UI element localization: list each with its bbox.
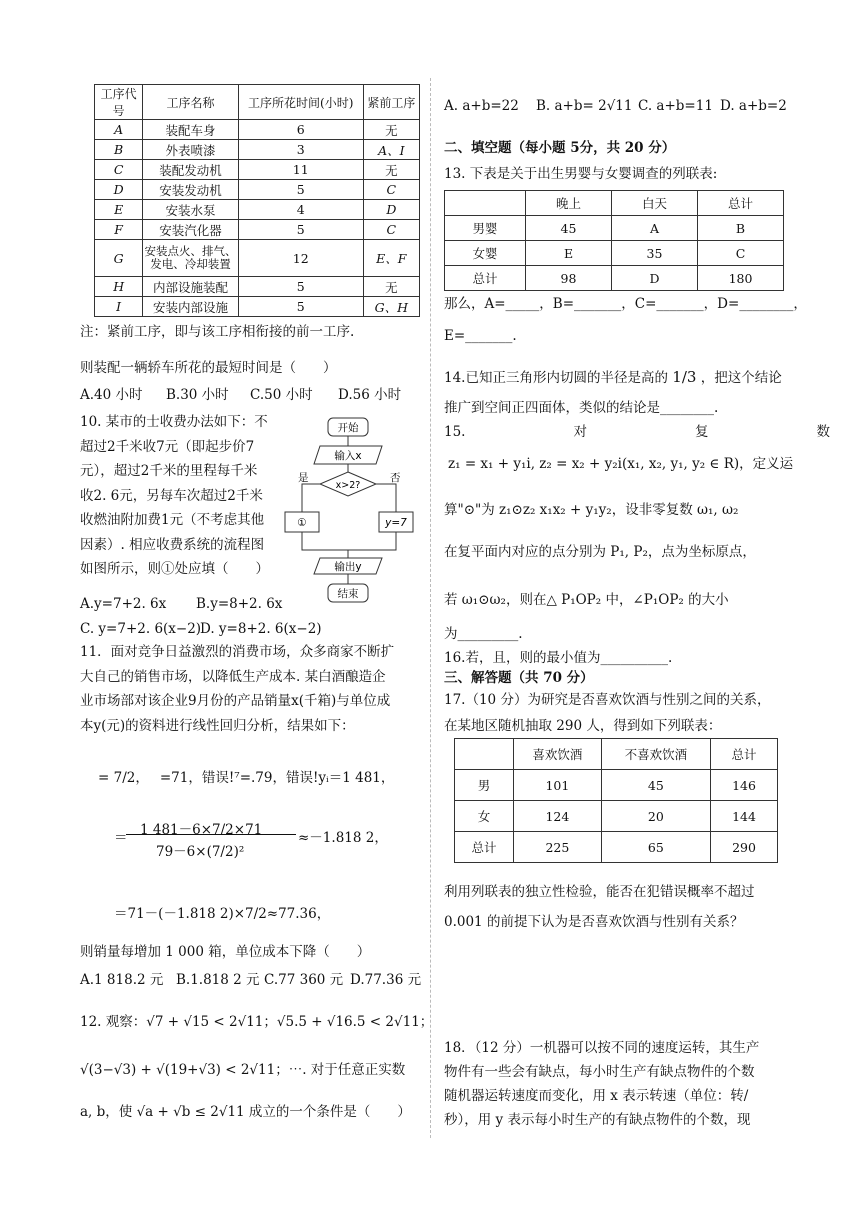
flow-output-label: 输出y [334, 561, 362, 573]
table-cell: 180 [698, 266, 784, 291]
table-row [445, 216, 784, 241]
q15-line4: 在复平面内对应的点分别为 P₁, P₂，点为坐标原点， [444, 544, 756, 560]
table-cell: E、F [363, 240, 419, 277]
q10-option-a: A.y=7+2. 6x [80, 596, 167, 612]
table-cell: 女婴 [445, 241, 526, 266]
flow-yes-label: 是 [298, 472, 309, 484]
q16: 16.若，且，则的最小值为__________. [444, 650, 673, 666]
q11-option-a: A.1 818.2 元 [80, 972, 164, 988]
q12-line2: √(3−√3) + √(19+√3) < 2√11；⋯. 对于任意正实数 [80, 1062, 406, 1078]
table-row [455, 832, 778, 863]
section-2-heading: 二、填空题（每小题 5分，共 20 分） [444, 140, 676, 156]
q11-b-value: ≈－1.818 2， [298, 830, 388, 846]
table-cell: A、I [363, 140, 419, 160]
q18-text [444, 1036, 794, 1132]
text-line: 大自己的销售市场，以降低生产成本. 某白酒酿造企 [80, 668, 386, 685]
process-table [94, 84, 420, 317]
table-cell: 35 [612, 241, 698, 266]
table-cell: 无 [363, 160, 419, 180]
q11-option-c: C.77 360 元 [264, 972, 344, 988]
q12-line1: 12. 观察：√7 + √15 < 2√11；√5.5 + √16.5 < 2√11； [80, 1014, 434, 1030]
q13-table [444, 190, 784, 291]
table-cell: 45 [601, 770, 710, 801]
column-divider [430, 78, 431, 1138]
fraction-bar [126, 834, 296, 835]
table-row [455, 801, 778, 832]
table-cell: 225 [514, 832, 602, 863]
text-line: 因素）. 相应收费系统的流程图 [80, 536, 265, 553]
q11-option-b: B.1.818 2 元 [176, 972, 260, 988]
text-line: 18．（12 分）一机器可以按不同的速度运转，其生产 [444, 1040, 760, 1056]
table-cell: 总计 [445, 266, 526, 291]
table-cell: E [526, 241, 612, 266]
table-cell: 20 [601, 801, 710, 832]
table-cell: E [95, 200, 143, 220]
table-cell: G、H [363, 297, 419, 317]
text-line: 物件有一些会有缺点，每小时生产有缺点物件的个数 [444, 1064, 755, 1080]
q12-option-a: A. a+b=22 [444, 98, 519, 114]
table-cell: 安装点火、排气、发电、冷却装置 [143, 240, 239, 277]
q17-after-line2: 0.001 的前提下认为是否喜欢饮酒与性别有关系？ [444, 914, 744, 930]
table-cell: I [95, 297, 143, 317]
q17-table [454, 738, 778, 863]
table-cell: 6 [238, 120, 363, 140]
header-cell: 工序名称 [143, 85, 239, 120]
table-cell: 12 [238, 240, 363, 277]
table-row [95, 240, 420, 277]
table-cell: F [95, 220, 143, 240]
table-row [95, 200, 420, 220]
table-row [455, 770, 778, 801]
table-cell: 5 [238, 220, 363, 240]
q15-line5: 若 ω₁⊙ω₂，则在△ P₁OP₂ 中，∠P₁OP₂ 的大小 [444, 592, 729, 608]
table-cell: 无 [363, 120, 419, 140]
table-cell: 101 [514, 770, 602, 801]
q11-b-denominator: 79－6×(7/2)² [156, 844, 245, 860]
q13-answer-line1: 那么，A=_____，B=_______，C=_______，D=________， [444, 296, 807, 312]
header-cell: 紧前工序 [363, 85, 419, 120]
table-row [95, 180, 420, 200]
table-cell: 3 [238, 140, 363, 160]
table-cell: 45 [526, 216, 612, 241]
q10-option-b: B.y=8+2. 6x [196, 596, 283, 612]
table-cell: 内部设施装配 [143, 277, 239, 297]
flow-end-label: 结束 [337, 588, 359, 600]
flow-input-label: 输入x [334, 450, 362, 462]
table-row [445, 241, 784, 266]
table-row [95, 120, 420, 140]
header-cell: 总计 [698, 191, 784, 216]
table-cell: 安装发动机 [143, 180, 239, 200]
header-cell: 白天 [612, 191, 698, 216]
table-cell: 98 [526, 266, 612, 291]
table-cell: C [698, 241, 784, 266]
table-cell: 124 [514, 801, 602, 832]
equals-sign: ＝ [114, 830, 128, 846]
q12-option-d: D. a+b=2 [720, 98, 787, 114]
table-row [95, 160, 420, 180]
table-cell: D [363, 200, 419, 220]
text-line: 收燃油附加费1元（不考虑其他 [80, 512, 265, 528]
text-line: 10. 某市的士收费办法如下：不 [80, 414, 268, 430]
q11-b-numerator: 1 481－6×7/2×71 [140, 822, 263, 838]
header-cell [455, 739, 514, 770]
flow-box-1-label: ① [297, 517, 307, 529]
table-cell: 无 [363, 277, 419, 297]
flow-no-label: 否 [390, 472, 401, 484]
q14-line2: 推广到空间正四面体，类似的结论是________. [444, 400, 719, 416]
q15-line1: 15. 对 复 数 [444, 424, 830, 440]
text-line: 收2. 6元，另每车次超过2千米 [80, 487, 263, 504]
q13-stem: 13. 下表是关于出生男婴与女婴调查的列联表: [444, 166, 718, 182]
q10-option-c: C. y=7+2. 6(x−2) [80, 621, 202, 637]
q14-line1 [444, 366, 782, 386]
table-cell: D [612, 266, 698, 291]
table-cell: A [95, 120, 143, 140]
table-cell: D [95, 180, 143, 200]
table-cell: 11 [238, 160, 363, 180]
header-cell: 晚上 [526, 191, 612, 216]
section-3-heading: 三、解答题（共 70 分） [444, 670, 594, 686]
table-cell: 外表喷漆 [143, 140, 239, 160]
q9-option-c: C.50 小时 [250, 387, 313, 403]
text-line: 11．面对竞争日益激烈的消费市场，众多商家不断扩 [80, 644, 395, 660]
text-line: 元），超过2千米的里程每千米 [80, 463, 258, 479]
q9-note: 注：紧前工序，即与该工序相衔接的前一工序. [80, 324, 355, 340]
table-cell: 144 [711, 801, 778, 832]
table-cell: C [363, 180, 419, 200]
text-line: 本y(元)的资料进行线性回归分析，结果如下： [80, 717, 355, 734]
text-line: 秒），用 y 表示每小时生产的有缺点物件的个数，现 [444, 1112, 751, 1128]
header-cell: 总计 [711, 739, 778, 770]
process-table-header [95, 85, 420, 120]
table-cell: 5 [238, 180, 363, 200]
header-cell: 不喜欢饮酒 [601, 739, 710, 770]
table-cell: 65 [601, 832, 710, 863]
text-line: 超过2千米收7元（即起步价7 [80, 438, 255, 455]
q10-text [80, 410, 280, 582]
table-cell: B [698, 216, 784, 241]
table-header-row [455, 739, 778, 770]
table-cell: A [612, 216, 698, 241]
flow-condition-label: x>2? [335, 480, 361, 491]
q14-text-a: 14.已知正三角形内切圆的半径是高的 [444, 370, 668, 386]
q9-option-d: D.56 小时 [338, 387, 402, 403]
table-cell: 5 [238, 297, 363, 317]
table-cell: 总计 [455, 832, 514, 863]
flow-box-2-label: y=7 [385, 517, 407, 529]
q13-answer-line2: E=_______. [444, 328, 517, 344]
header-cell: 工序所花时间(小时) [238, 85, 363, 120]
q11-stats: = 7/2， =71，错误!⁷=.79，错误!yᵢ＝1 481， [98, 770, 395, 786]
header-cell: 喜欢饮酒 [514, 739, 602, 770]
table-cell: 女 [455, 801, 514, 832]
q11-option-d: D.77.36 元 [350, 972, 422, 988]
q12-option-b: B. a+b= 2√11 [536, 98, 633, 114]
text-line: 如图所示，则①处应填（ ） [80, 561, 269, 577]
table-cell: 男 [455, 770, 514, 801]
table-cell: 安装内部设施 [143, 297, 239, 317]
table-cell: 5 [238, 277, 363, 297]
text-line: 随机器运转速度而变化，用 x 表示转速（单位：转/ [444, 1088, 749, 1104]
table-cell: 安装汽化器 [143, 220, 239, 240]
table-cell: H [95, 277, 143, 297]
header-cell [445, 191, 526, 216]
table-cell: C [95, 160, 143, 180]
table-cell: 装配车身 [143, 120, 239, 140]
table-row [95, 277, 420, 297]
header-cell: 工序代号 [95, 85, 143, 120]
q17-line1: 17.（10 分）为研究是否喜欢饮酒与性别之间的关系， [444, 692, 771, 708]
q15-line3: 算"⊙"为 z₁⊙z₂ x₁x₂ + y₁y₂，设非零复数 ω₁, ω₂ [444, 502, 739, 518]
q12-line3: a, b，使 √a + √b ≤ 2√11 成立的一个条件是（ ） [80, 1104, 411, 1120]
table-cell: G [95, 240, 143, 277]
q9-stem: 则装配一辆轿车所花的最短时间是（ ） [80, 360, 337, 376]
table-header-row [445, 191, 784, 216]
q11-stem: 则销量每增加 1 000 箱，单位成本下降（ ） [80, 944, 371, 960]
table-row [95, 297, 420, 317]
q14-text-b: ，把这个结论 [700, 370, 782, 386]
q14-fraction: 1/3 [672, 368, 697, 386]
q15-line2: z₁ = x₁ + y₁i, z₂ = x₂ + y₂i(x₁, x₂, y₁, y₂ ∈ R)，定义运 [448, 456, 794, 472]
q10-option-d: D. y=8+2. 6(x−2) [200, 621, 322, 637]
table-row [445, 266, 784, 291]
table-cell: 男婴 [445, 216, 526, 241]
table-cell: 146 [711, 770, 778, 801]
table-cell: 290 [711, 832, 778, 863]
table-cell: 4 [238, 200, 363, 220]
flow-start-label: 开始 [337, 422, 359, 434]
q9-option-a: A.40 小时 [80, 387, 143, 403]
table-cell: 装配发动机 [143, 160, 239, 180]
table-row [95, 140, 420, 160]
table-cell: B [95, 140, 143, 160]
q12-option-c: C. a+b=11 [638, 98, 713, 114]
q17-after-line1: 利用列联表的独立性检验，能否在犯错误概率不超过 [444, 884, 755, 900]
table-cell: C [363, 220, 419, 240]
text-line: 业市场部对该企业9月份的产品销量x(千箱)与单位成 [80, 693, 391, 709]
q17-line2: 在某地区随机抽取 290 人，得到如下列联表： [444, 718, 722, 734]
table-row [95, 220, 420, 240]
flowchart [284, 416, 424, 608]
q9-option-b: B.30 小时 [166, 387, 229, 403]
table-cell: 安装水泵 [143, 200, 239, 220]
q11-a-line: ＝71－(－1.818 2)×7/2≈77.36， [114, 906, 331, 922]
q15-line6: 为_________. [444, 626, 523, 642]
q11-text [80, 640, 420, 738]
